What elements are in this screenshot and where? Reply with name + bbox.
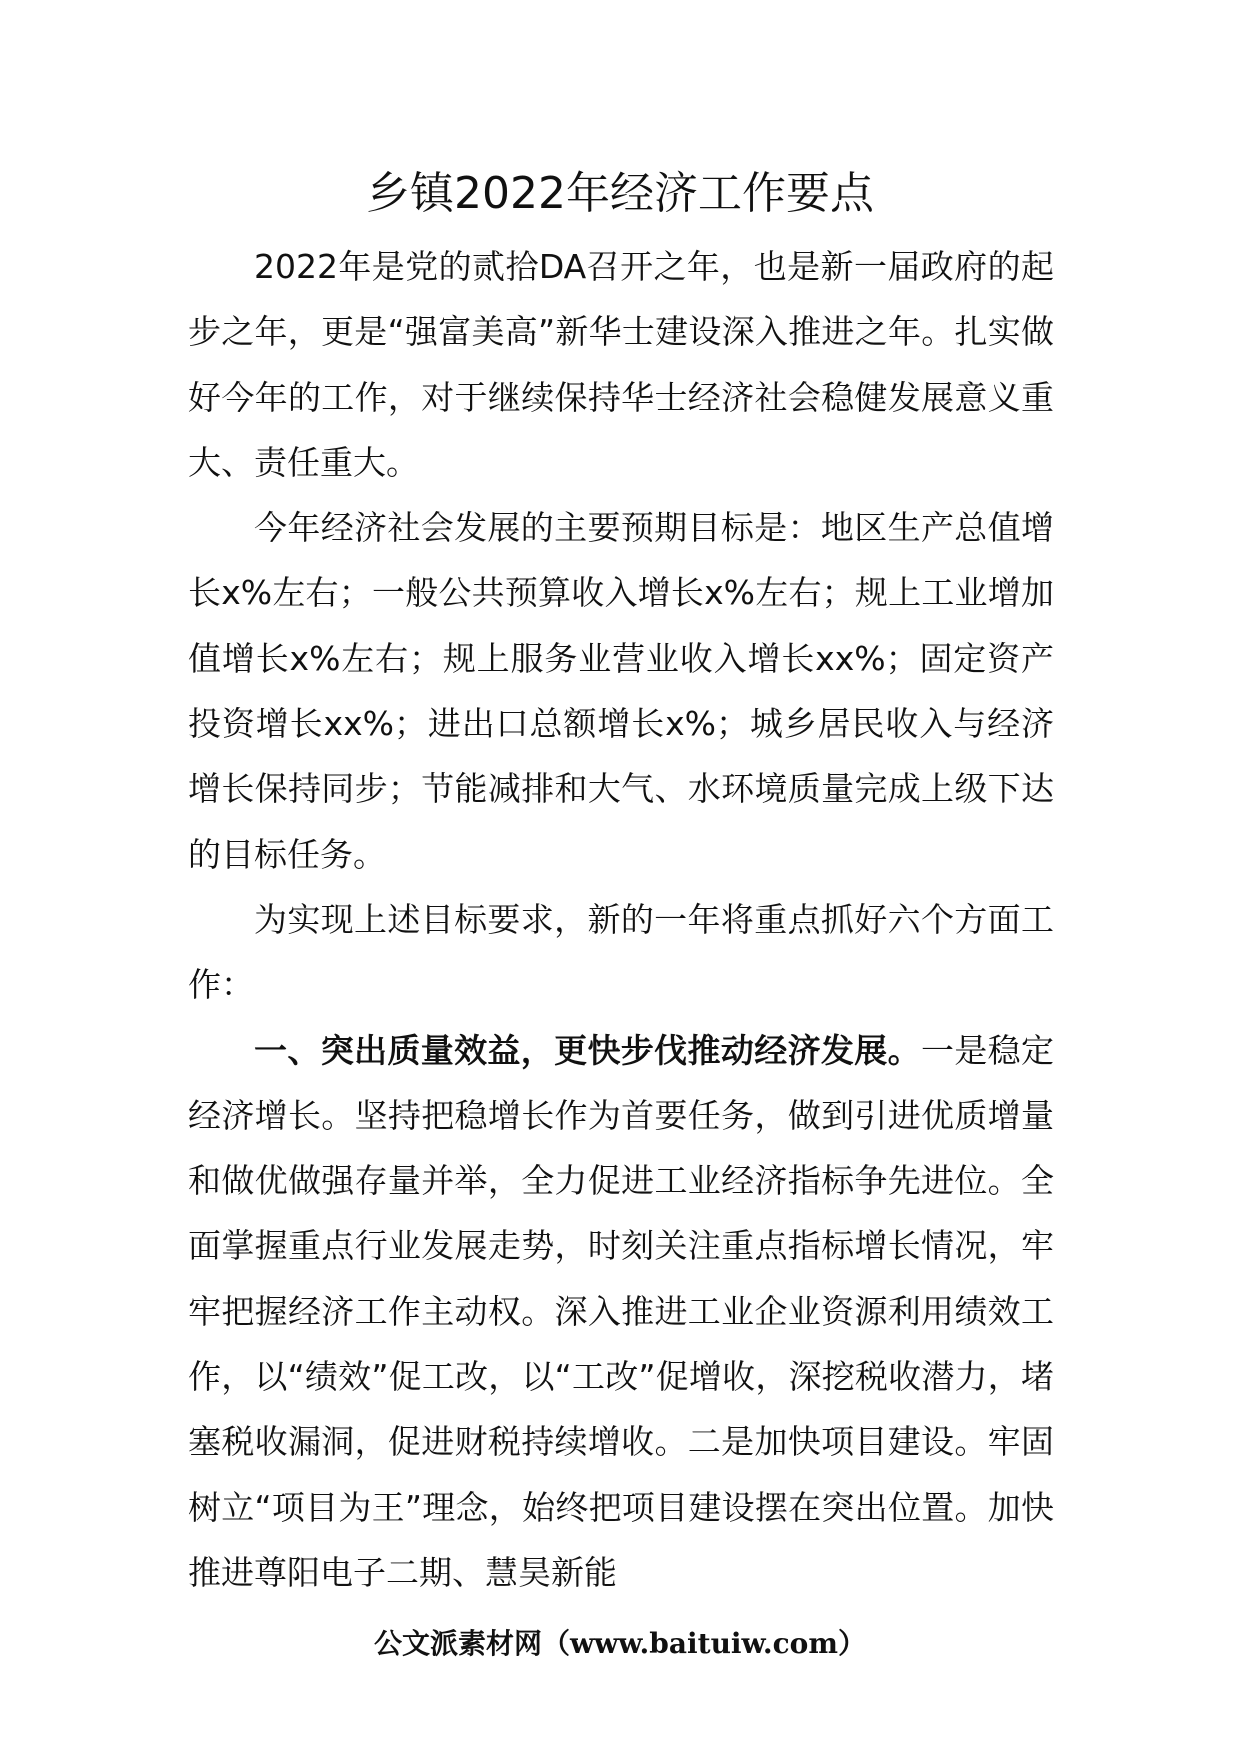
paragraph-text: 2022年是党的贰拾DA召开之年，也是新一届政府的起步之年，更是“强富美高”新华士建设深入推进之年。扎实做好今年的工作，对于继续保持华士经济社会稳健发展意义重大、责任重大。 [188, 247, 1054, 482]
paragraph-text: 为实现上述目标要求，新的一年将重点抓好六个方面工作： [188, 899, 1054, 1005]
section-heading: 一、突出质量效益，更快步伐推动经济发展。 [254, 1030, 921, 1070]
document-title: 乡镇2022年经济工作要点 [366, 168, 874, 219]
paragraph-targets [188, 495, 1054, 887]
footer-watermark: 公文派素材网（www.baituiw.com） [374, 1627, 866, 1660]
paragraph-six-aspects [188, 887, 1054, 1018]
paragraph-intro [188, 234, 1054, 495]
paragraph-section-one [188, 1018, 1054, 1606]
paragraph-text: 一是稳定经济增长。坚持把稳增长作为首要任务，做到引进优质增量和做优做强存量并举，全力促进工业经济指标争先进位。全面掌握重点行业发展走势，时刻关注重点指标增长情况，牢牢把握经济工作主动权。深入推进工业企业资源利用绩效工作，以“绩效”促工改，以“工改”促增收，深挖税收潜力，堵塞税收漏洞，促进财税持续增收。二是加快项目建设。牢固树立“项目为王”理念，始终把项目建设摆在突出位置。加快推进尊阳电子二期、慧昊新能 [188, 1030, 1055, 1592]
document-body [188, 234, 1054, 1605]
paragraph-text: 今年经济社会发展的主要预期目标是：地区生产总值增长x%左右；一般公共预算收入增长x%左右；规上工业增加值增长x%左右；规上服务业营业收入增长xx%；固定资产投资增长xx%；进出口总额增长x%；城乡居民收入与经济增长保持同步；节能减排和大气、水环境质量完成上级下达的目标任务。 [188, 508, 1054, 874]
